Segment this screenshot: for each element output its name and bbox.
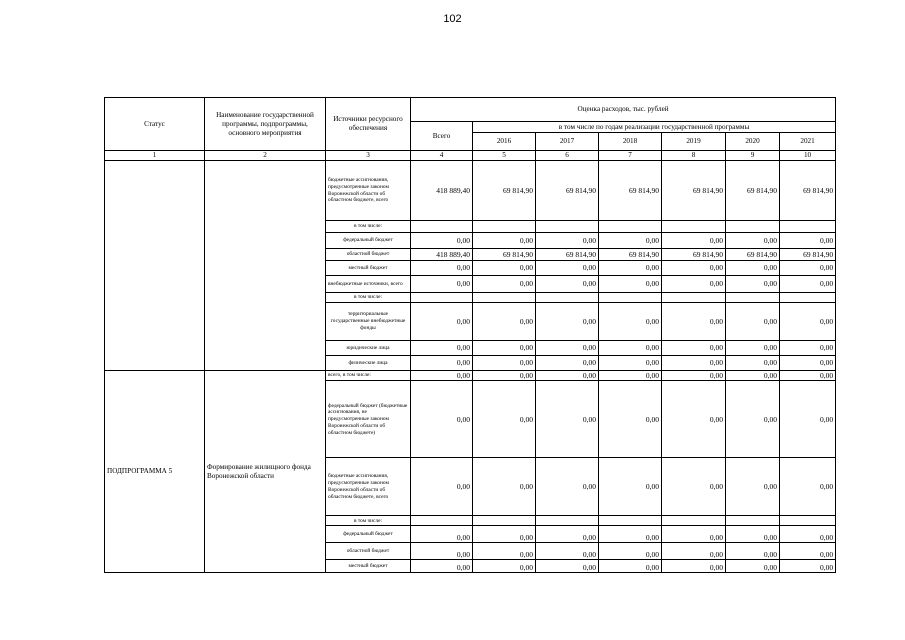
subprogram-status: ПОДПРОГРАММА 5 [105, 371, 205, 573]
source-cell: территориальные государственные внебюджетные фонды [326, 303, 411, 341]
value-2018: 0,00 [599, 458, 662, 516]
header-estimate: Оценка расходов, тыс. рублей [411, 98, 836, 122]
value-total: 0,00 [411, 381, 473, 458]
value-2019: 0,00 [662, 543, 726, 560]
value-2019: 0,00 [662, 371, 726, 381]
value-2021: 0,00 [780, 543, 836, 560]
value-2019: 0,00 [662, 233, 726, 249]
source-cell: областной бюджет [326, 249, 411, 261]
value-2017: 0,00 [536, 276, 599, 293]
column-number: 8 [662, 151, 726, 161]
table-row [105, 161, 836, 221]
source-cell: в том числе: [326, 516, 411, 526]
value-2020 [726, 221, 780, 233]
value-2020: 0,00 [726, 543, 780, 560]
value-2021: 0,00 [780, 261, 836, 276]
header-status: Статус [105, 98, 205, 151]
value-2020 [726, 516, 780, 526]
value-2019: 0,00 [662, 341, 726, 356]
value-2017: 0,00 [536, 526, 599, 543]
value-2021 [780, 516, 836, 526]
value-2018: 0,00 [599, 560, 662, 573]
column-number: 6 [536, 151, 599, 161]
source-cell: федеральный бюджет [326, 233, 411, 249]
header-year: 2017 [536, 133, 599, 151]
source-cell: внебюджетные источники, всего [326, 276, 411, 293]
value-2018: 0,00 [599, 543, 662, 560]
value-2016: 0,00 [473, 543, 536, 560]
value-2017 [536, 293, 599, 303]
value-2016: 0,00 [473, 356, 536, 371]
value-2019 [662, 221, 726, 233]
value-2021: 0,00 [780, 560, 836, 573]
value-2019: 0,00 [662, 526, 726, 543]
value-2021: 0,00 [780, 526, 836, 543]
value-total: 0,00 [411, 458, 473, 516]
value-2018 [599, 221, 662, 233]
value-2020: 69 814,90 [726, 249, 780, 261]
value-2021: 0,00 [780, 381, 836, 458]
value-2019 [662, 516, 726, 526]
header-by-years: в том числе по годам реализации государственной программы [473, 122, 836, 133]
value-2016: 0,00 [473, 560, 536, 573]
source-cell: бюджетные ассигнования, предусмотренные законом Воронежской области об областном бюджете, всего [326, 458, 411, 516]
source-cell: местный бюджет [326, 560, 411, 573]
value-total: 0,00 [411, 261, 473, 276]
value-2020: 0,00 [726, 560, 780, 573]
header-year: 2018 [599, 133, 662, 151]
column-number: 5 [473, 151, 536, 161]
header-year: 2016 [473, 133, 536, 151]
value-2016: 0,00 [473, 526, 536, 543]
value-total: 0,00 [411, 543, 473, 560]
value-total: 0,00 [411, 341, 473, 356]
value-2021: 0,00 [780, 458, 836, 516]
value-2018: 0,00 [599, 381, 662, 458]
value-2018: 69 814,90 [599, 249, 662, 261]
value-2019: 69 814,90 [662, 161, 726, 221]
value-2020: 0,00 [726, 341, 780, 356]
value-2016: 0,00 [473, 458, 536, 516]
source-cell: федеральный бюджет [326, 526, 411, 543]
value-2018: 0,00 [599, 356, 662, 371]
value-2019: 0,00 [662, 261, 726, 276]
column-number: 9 [726, 151, 780, 161]
header-year: 2019 [662, 133, 726, 151]
value-2017: 0,00 [536, 233, 599, 249]
budget-table [104, 97, 836, 573]
value-2019: 0,00 [662, 356, 726, 371]
value-2020: 0,00 [726, 356, 780, 371]
value-2016: 0,00 [473, 276, 536, 293]
source-cell: юридические лица [326, 341, 411, 356]
source-cell: федеральный бюджет (бюджетные ассигнования, не предусмотренные законом Воронежской области об областном бюджете) [326, 381, 411, 458]
value-2018: 0,00 [599, 371, 662, 381]
source-cell: всего, в том числе: [326, 371, 411, 381]
value-2020: 69 814,90 [726, 161, 780, 221]
value-total [411, 516, 473, 526]
value-2018: 0,00 [599, 276, 662, 293]
column-numbers-row [105, 151, 836, 161]
value-2018: 69 814,90 [599, 161, 662, 221]
value-2018: 0,00 [599, 526, 662, 543]
value-2019: 0,00 [662, 303, 726, 341]
value-2016: 0,00 [473, 233, 536, 249]
status-cell [105, 161, 205, 371]
value-2020: 0,00 [726, 458, 780, 516]
value-2016: 0,00 [473, 303, 536, 341]
value-2018: 0,00 [599, 341, 662, 356]
value-2021 [780, 293, 836, 303]
value-total: 0,00 [411, 371, 473, 381]
value-2019: 0,00 [662, 560, 726, 573]
value-total: 0,00 [411, 276, 473, 293]
value-2020: 0,00 [726, 371, 780, 381]
value-2016: 69 814,90 [473, 249, 536, 261]
value-2017: 0,00 [536, 341, 599, 356]
value-total [411, 293, 473, 303]
table-row [105, 371, 836, 381]
value-total: 0,00 [411, 560, 473, 573]
value-total: 418 889,40 [411, 161, 473, 221]
value-2016 [473, 516, 536, 526]
value-2020: 0,00 [726, 276, 780, 293]
column-number: 1 [105, 151, 205, 161]
value-2019 [662, 293, 726, 303]
value-2016: 0,00 [473, 341, 536, 356]
source-cell: местный бюджет [326, 261, 411, 276]
value-2020: 0,00 [726, 381, 780, 458]
value-2018: 0,00 [599, 233, 662, 249]
value-2017 [536, 516, 599, 526]
value-2016: 0,00 [473, 381, 536, 458]
value-2021: 0,00 [780, 276, 836, 293]
value-2017: 69 814,90 [536, 249, 599, 261]
value-total: 0,00 [411, 233, 473, 249]
header-year: 2020 [726, 133, 780, 151]
column-number: 3 [326, 151, 411, 161]
column-number: 7 [599, 151, 662, 161]
column-number: 4 [411, 151, 473, 161]
column-number: 2 [205, 151, 326, 161]
value-total: 0,00 [411, 303, 473, 341]
value-2019: 0,00 [662, 381, 726, 458]
header-source: Источники ресурсного обеспечения [326, 98, 411, 151]
value-2018: 0,00 [599, 303, 662, 341]
value-2017 [536, 221, 599, 233]
source-cell: физические лица [326, 356, 411, 371]
value-2017: 0,00 [536, 560, 599, 573]
page-number: 102 [443, 13, 462, 25]
source-cell: в том числе: [326, 293, 411, 303]
value-total [411, 221, 473, 233]
header-name: Наименование государственной программы, подпрограммы, основного мероприятия [205, 98, 326, 151]
value-total: 0,00 [411, 356, 473, 371]
header-year: 2021 [780, 133, 836, 151]
value-2016: 0,00 [473, 261, 536, 276]
value-2019: 69 814,90 [662, 249, 726, 261]
value-2019: 0,00 [662, 458, 726, 516]
value-2021: 0,00 [780, 303, 836, 341]
value-2021: 0,00 [780, 341, 836, 356]
value-total: 418 889,40 [411, 249, 473, 261]
value-2021: 0,00 [780, 356, 836, 371]
header-row [105, 98, 836, 122]
value-2016: 69 814,90 [473, 161, 536, 221]
column-number: 10 [780, 151, 836, 161]
value-2020: 0,00 [726, 261, 780, 276]
value-2018: 0,00 [599, 261, 662, 276]
source-cell: в том числе: [326, 221, 411, 233]
value-2019: 0,00 [662, 276, 726, 293]
value-2021: 0,00 [780, 233, 836, 249]
value-2018 [599, 293, 662, 303]
value-2021: 69 814,90 [780, 161, 836, 221]
value-2020 [726, 293, 780, 303]
source-cell: областной бюджет [326, 543, 411, 560]
subprogram-name: Формирование жилищного фонда Воронежской области [205, 371, 326, 573]
value-2021: 0,00 [780, 371, 836, 381]
value-2016 [473, 293, 536, 303]
value-2017: 0,00 [536, 381, 599, 458]
value-2021 [780, 221, 836, 233]
value-2017: 0,00 [536, 261, 599, 276]
value-2018 [599, 516, 662, 526]
name-cell [205, 161, 326, 371]
header-total: Всего [411, 122, 473, 151]
value-2020: 0,00 [726, 233, 780, 249]
value-2017: 0,00 [536, 303, 599, 341]
value-2017: 0,00 [536, 371, 599, 381]
value-2020: 0,00 [726, 303, 780, 341]
value-total: 0,00 [411, 526, 473, 543]
value-2020: 0,00 [726, 526, 780, 543]
value-2017: 0,00 [536, 458, 599, 516]
value-2021: 69 814,90 [780, 249, 836, 261]
value-2017: 0,00 [536, 356, 599, 371]
value-2016: 0,00 [473, 371, 536, 381]
value-2016 [473, 221, 536, 233]
value-2017: 69 814,90 [536, 161, 599, 221]
value-2017: 0,00 [536, 543, 599, 560]
source-cell: бюджетные ассигнования, предусмотренные законом Воронежской области об областном бюджете, всего [326, 161, 411, 221]
